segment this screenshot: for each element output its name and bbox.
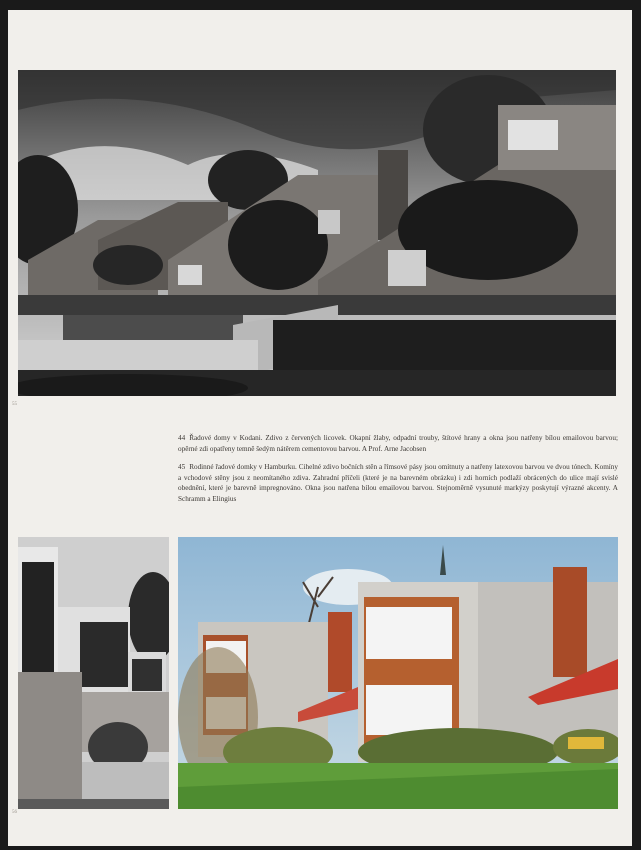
photo-hamburg-colour (178, 537, 618, 809)
caption-44 (178, 433, 618, 454)
caption-45 (178, 462, 618, 504)
captions-block (178, 433, 618, 513)
page-mark-bottom: 56 (12, 810, 17, 815)
caption-text: Rodinné řadové domky v Hamburku. Cihelné zdivo bočních stěn a římsové pásy jsou omítnuty a natřeny latexovou barvou ve dvou tónech. Komíny a vchodové stěny jsou z neomítaného zdiva. Zahradní příčeli (které je na barevném obrázku) i zdi horních podlaží obrácených do ulice mají svislé obednění, které je barevně impregnováno. Okna jsou natřena bílou emailovou barvou. Stejnoměrně vysunuté markýzy poskytují výrazné akcenty. A Schramm a Elingius (178, 463, 618, 503)
page-mark-top: 55 (12, 402, 17, 407)
caption-number: 44 (178, 434, 186, 442)
caption-number: 45 (178, 463, 186, 472)
photo-copenhagen-row-houses (18, 70, 616, 396)
caption-text: Řadové domy v Kodani. Zdivo z červených licovek. Okapní žlaby, odpadní trouby, štítové hrany a okna jsou natřeny bílou emailovou barvou; opěrné zdi opatřeny temně šedým nátěrem cementovou barvou. A Prof. Arne Jacobsen (178, 434, 618, 453)
book-page (8, 10, 632, 846)
photo-hamburg-bw (18, 537, 169, 809)
